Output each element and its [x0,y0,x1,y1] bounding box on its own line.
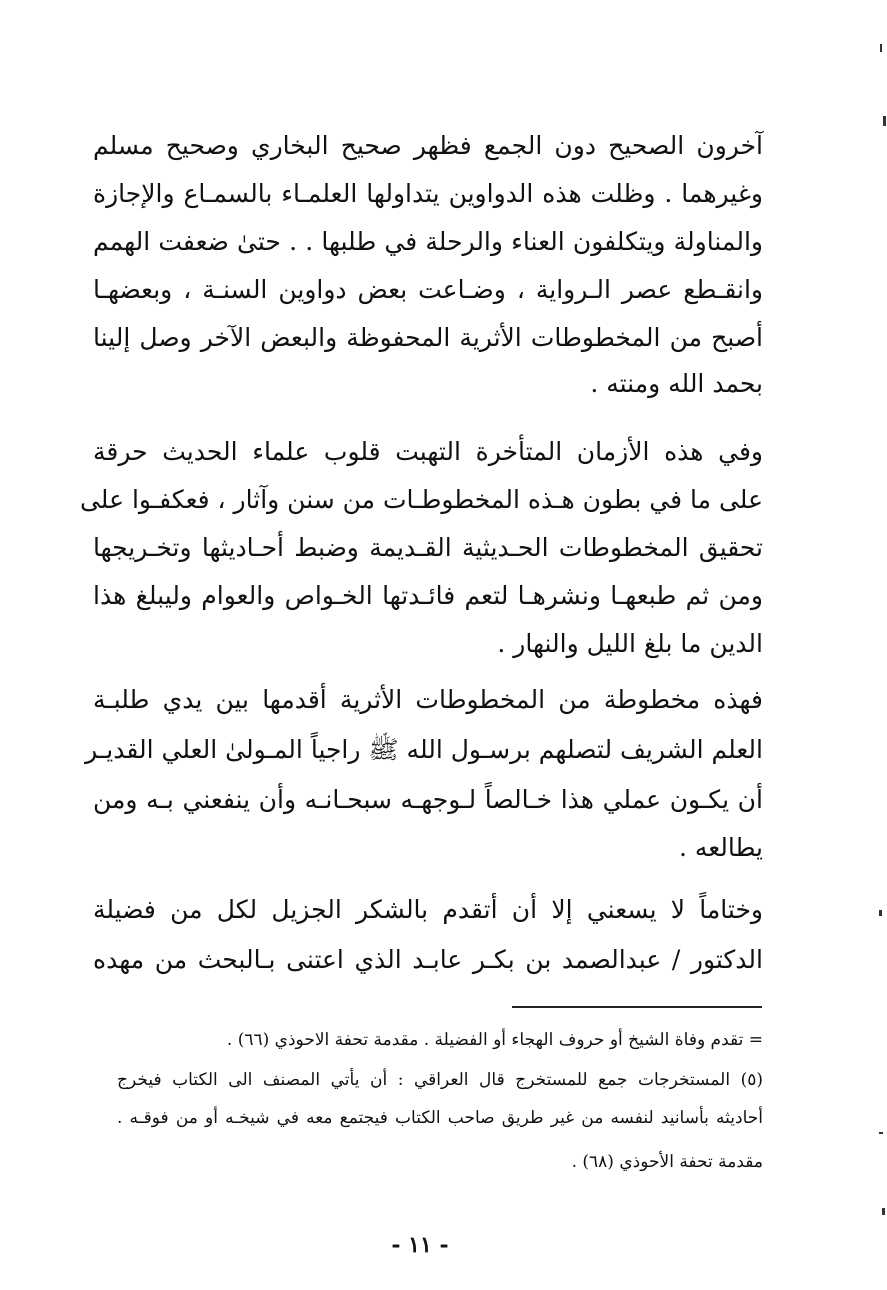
text-line: وختاماً لا يسعني إلا أن أتقدم بالشكر الجزيل لكل من فضيلة [93,895,763,924]
text-line: بحمد الله ومنته . [590,369,763,398]
page-number: - ١١ - [391,1232,449,1258]
text-line: والمناولة ويتكلفون العناء والرحلة في طلبها . . حتىٰ ضعفت الهمم [93,227,763,256]
text-line: العلم الشريف لتصلهم برسـول الله ﷺ راجياً المـولىٰ العلي القديـر [85,735,763,764]
scan-edge-mark [883,116,886,126]
scan-edge-mark [879,910,882,916]
scan-edge-mark [880,44,882,52]
text-line: وغيرهما . وظلت هذه الدواوين يتداولها العلمـاء بالسمـاع والإجازة [93,179,763,208]
scan-edge-mark [882,1208,885,1215]
text-line: يطالعه . [678,833,763,862]
footnote-separator [512,1006,762,1008]
scan-edge-mark [879,1132,883,1134]
text-line: الدكتور / عبدالصمد بن بكـر عابـد الذي اعتنى بـالبحث من مهده [93,945,763,974]
text-line: تحقيق المخطوطات الحـديثية القـديمة وضبط أحـاديثها وتخـريجها [93,533,763,562]
text-line: الدين ما بلغ الليل والنهار . [497,629,763,658]
footnote-line: أحاديثه بأسانيد لنفسه من غير طريق صاحب الكتاب فيجتمع معه في شيخـه أو من فوقـه . [117,1108,763,1128]
footnote-line: (٥) المستخرجات جمع للمستخرج قال العراقي : أن يأتي المصنف الى الكتاب فيخرج [117,1070,763,1090]
text-line: أصبح من المخطوطات الأثرية المحفوظة والبعض الآخر وصل إلينا [93,323,763,352]
text-line: أن يكـون عملي هذا خـالصاً لـوجهـه سبحـانـه وأن ينفعني بـه ومن [93,785,763,814]
footnote-line: = تقدم وفاة الشيخ أو حروف الهجاء أو الفضيلة . مقدمة تحفة الاحوذي (٦٦) . [226,1030,763,1050]
text-line: وفي هذه الأزمان المتأخرة التهبت قلوب علماء الحديث حرقة [93,437,763,466]
text-line: آخرون الصحيح دون الجمع فظهر صحيح البخاري وصحيح مسلم [93,131,763,160]
text-line: على ما في بطون هـذه المخطوطـات من سنن وآثار ، فعكفـوا على [79,485,763,514]
text-line: فهذه مخطوطة من المخطوطات الأثرية أقدمها بين يدي طلبـة [93,685,763,714]
footnote-line: مقدمة تحفة الأحوذي (٦٨) . [571,1152,763,1172]
text-line: ومن ثم طبعهـا ونشرهـا لتعم فائـدتها الخـواص والعوام وليبلغ هذا [93,581,763,610]
text-line: وانقـطع عصر الـرواية ، وضـاعت بعض دواوين السنـة ، وبعضهـا [93,275,763,304]
